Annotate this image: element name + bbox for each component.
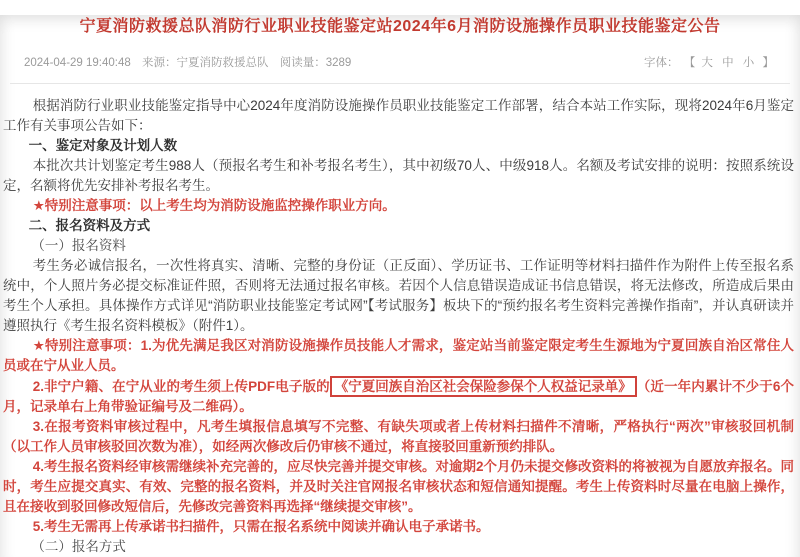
font-size-medium-button[interactable]: 中 <box>722 57 734 69</box>
article-body <box>3 96 794 557</box>
publish-datetime: 2024-04-29 19:40:48 <box>24 57 131 69</box>
notice-2-post-text: （近一年内累计不少于6个月，记录单右上角带验证编号及二维码）。 <box>3 379 794 414</box>
notice-item-5: 5.考生无需再上传承诺书扫描件，只需在报名系统中阅读并确认电子承诺书。 <box>32 519 490 534</box>
font-size-large-button[interactable]: 大 <box>701 57 713 69</box>
section2-subheading-1: （一）报名资料 <box>31 238 126 253</box>
section2-subheading-2: （二）报名方式 <box>31 539 126 554</box>
notice-item-1: ★特别注意事项：1.为优先满足我区对消防设施操作员技能人才需求，鉴定站当前鉴定限定考生生源地为宁夏回族自治区常住人员或在宁从业人员。 <box>3 338 794 373</box>
meta-info <box>24 54 359 70</box>
font-size-control <box>642 54 774 70</box>
notice-item-4: 4.考生报名资料经审核需继续补充完善的，应尽快完善并提交审核。对逾期2个月仍未提交修改资料的将被视为自愿放弃报名。同时，考生应提交真实、有效、完整的报名资料，并及时关注官网报名审核状态和短信通知提醒。考生上传资料时尽量在电脑上操作，且在接收到驳回修改短信后，先修改完善资料再选择“继续提交审核”。 <box>3 459 794 514</box>
font-size-small-button[interactable]: 小 <box>742 57 755 69</box>
meta-bar <box>24 54 774 70</box>
page-title: 宁夏消防救援总队消防行业职业技能鉴定站2024年6月消防设施操作员职业技能鉴定公告 <box>79 18 721 35</box>
section1-heading: 一、鉴定对象及计划人数 <box>28 138 178 153</box>
section2-paragraph: 考生务必诚信报名，一次性将真实、清晰、完整的身份证（正反面）、学历证书、工作证明等材料扫描件作为附件上传至报名系统中，个人照片务必提交标准证件照，否则将无法通过报名审核。若因个人信息错误造成证书信息错误，将无法修改，所造成后果由考生个人承担。具体操作方式详见“消防职业技能鉴定考试网”【考试服务】板块下的“预约报名考生资料完善操作指南”，并认真研读并遵照执行《考生报名资料模板》（附件1）。 <box>3 258 794 333</box>
notice-item-3: 3.在报考资料审核过程中，凡考生填报信息填写不完整、有缺失项或者上传材料扫描件不清晰，严格执行“两次”审核驳回机制（以工作人员审核驳回次数为准），如经两次修改后仍审核不通过，将直接驳回重新预约排队。 <box>3 419 794 454</box>
font-bracket-close: 】 <box>762 57 774 69</box>
paragraph-intro: 根据消防行业职业技能鉴定指导中心2024年度消防设施操作员职业技能鉴定工作部署，结合本站工作实际，现将2024年6月鉴定工作有关事项公告如下： <box>3 98 794 133</box>
announcement-page <box>0 15 800 557</box>
views-count: 阅读量：3289 <box>279 57 352 69</box>
section1-notice: ★特别注意事项：以上考生均为消防设施监控操作职业方向。 <box>32 198 396 213</box>
notice-item-2 <box>3 376 794 417</box>
font-size-label: 字体： <box>643 57 679 69</box>
divider <box>10 83 790 84</box>
section1-paragraph: 本批次共计划鉴定考生988人（预报名考生和补考报名考生），其中初级70人、中级918人。名额及考试安排的说明：按照系统设定，名额将优先安排补考报名考生。 <box>3 158 794 193</box>
section2-heading: 二、报名资料及方式 <box>28 218 151 233</box>
source-label: 来源：宁夏消防救援总队 <box>142 57 269 69</box>
font-bracket-open: 【 <box>683 57 696 69</box>
notice-2-pre-text: 2.非宁户籍、在宁从业的考生须上传PDF电子版的 <box>32 379 330 394</box>
boxed-highlight-text: 《宁夏回族自治区社会保险参保个人权益记录单》 <box>330 376 637 397</box>
